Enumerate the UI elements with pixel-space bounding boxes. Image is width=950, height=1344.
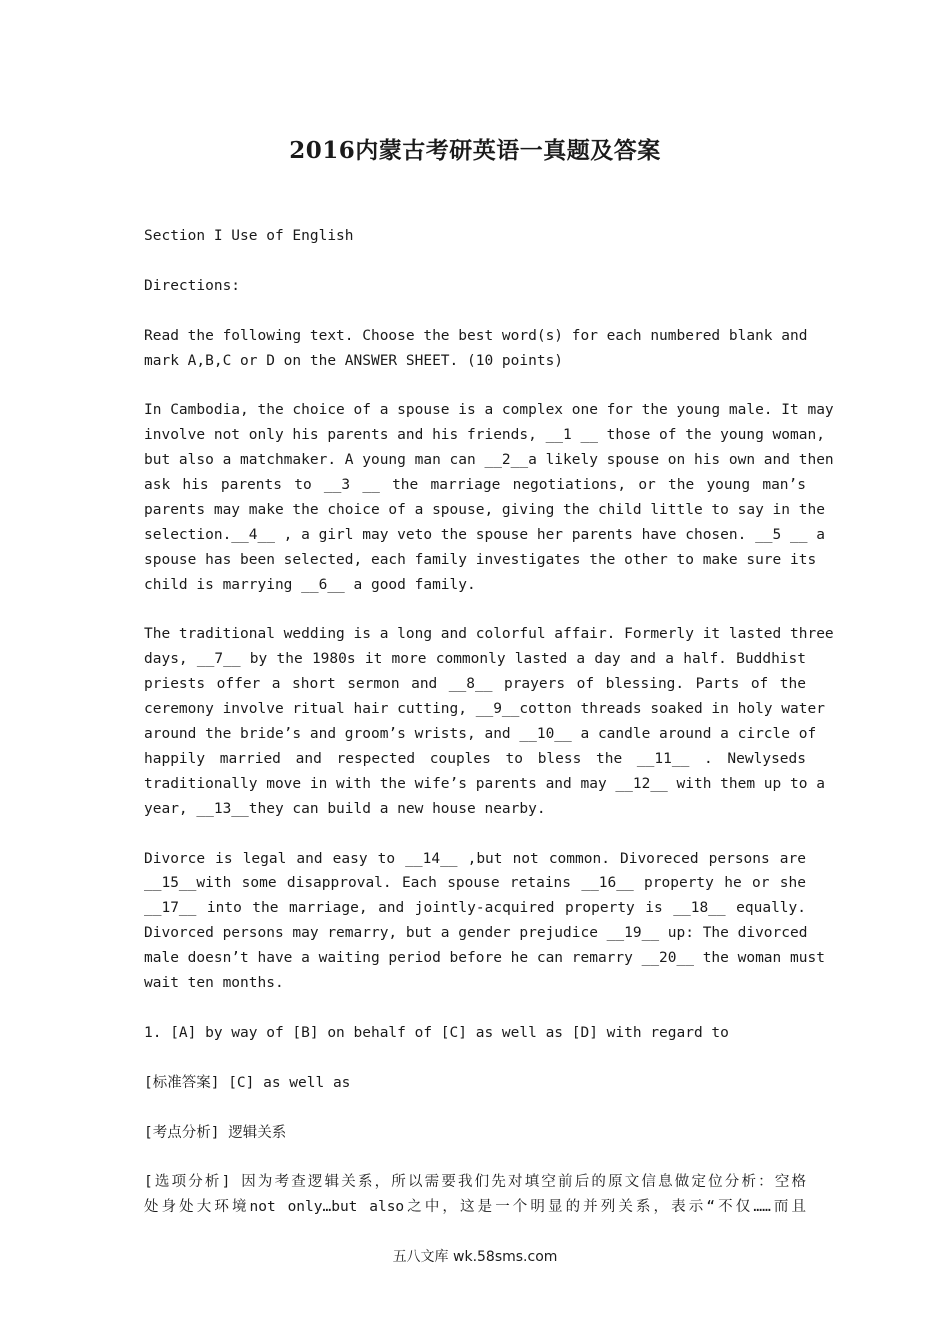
text-line: Read the following text. Choose the best word(s) for each numbered blank and	[144, 327, 808, 344]
text-line: wait ten months.	[144, 975, 284, 992]
text-line: In Cambodia, the choice of a spouse is a complex one for the young male. It may	[144, 402, 834, 419]
text-line: Divorced persons may remarry, but a gender prejudice __19__ up: The divorced	[144, 925, 808, 942]
text-line: but also a matchmaker. A young man can __2__a likely spouse on his own and then	[144, 452, 834, 469]
text-line: days, __7__ by the 1980s it more commonly lasted a day and a half. Buddhist	[144, 651, 806, 668]
question-1-options: 1. [A] by way of [B] on behalf of [C] as well as [D] with regard to	[144, 1024, 729, 1041]
passage-paragraph-2	[144, 622, 834, 821]
document-title: 2016内蒙古考研英语一真题及答案	[289, 137, 661, 164]
text-line: __15__with some disapproval. Each spouse retains __16__ property he or she	[144, 875, 806, 892]
text-line: The traditional wedding is a long and colorful affair. Formerly it lasted three	[144, 626, 834, 643]
standard-answer: [标准答案] [C] as well as	[144, 1074, 351, 1091]
directions-label: Directions:	[144, 277, 241, 294]
text-line: involve not only his parents and his friends, __1 __ those of the young woman,	[144, 427, 825, 444]
option-analysis	[144, 1170, 806, 1220]
text-line: __17__ into the marriage, and jointly-acquired property is __18__ equally.	[144, 900, 806, 917]
document-body	[144, 224, 834, 1245]
text-line: male doesn’t have a waiting period before he can remarry __20__ the woman must	[144, 950, 825, 967]
text-line: parents may make the choice of a spouse, giving the child little to say in the	[144, 501, 825, 518]
footer-watermark: 五八文库 wk.58sms.com	[392, 1249, 558, 1265]
text-line: year, __13__they can build a new house nearby.	[144, 800, 546, 817]
text-line: priests offer a short sermon and __8__ prayers of blessing. Parts of the	[144, 676, 806, 693]
text-line: 处身处大环境not only…but also之中，这是一个明显的并列关系，表示“不仅……而且	[144, 1199, 806, 1216]
text-line: ask his parents to __3 __ the marriage negotiations, or the young man’s	[144, 477, 806, 494]
text-line: selection.__4__ , a girl may veto the spouse her parents have chosen. __5 __ a	[144, 526, 825, 543]
text-line: traditionally move in with the wife’s parents and may __12__ with them up to a	[144, 775, 825, 792]
text-line: spouse has been selected, each family investigates the other to make sure its	[144, 551, 817, 568]
text-line: child is marrying __6__ a good family.	[144, 576, 476, 593]
analysis-point: [考点分析] 逻辑关系	[144, 1124, 287, 1141]
section-heading: Section I Use of English	[144, 228, 354, 244]
text-line: mark A,B,C or D on the ANSWER SHEET. (10 points)	[144, 352, 564, 369]
text-line: Divorce is legal and easy to __14__ ,but not common. Divoreced persons are	[144, 850, 806, 867]
text-line: ceremony involve ritual hair cutting, __9__cotton threads soaked in holy water	[144, 701, 825, 718]
text-line: happily married and respected couples to bless the __11__ . Newlyseds	[144, 750, 806, 767]
text-line: around the bride’s and groom’s wrists, and __10__ a candle around a circle of	[144, 726, 817, 743]
text-line: [选项分析] 因为考查逻辑关系，所以需要我们先对填空前后的原文信息做定位分析：空格	[144, 1174, 806, 1191]
passage-paragraph-1	[144, 398, 834, 597]
passage-paragraph-3	[144, 847, 825, 996]
directions-text	[144, 324, 806, 374]
